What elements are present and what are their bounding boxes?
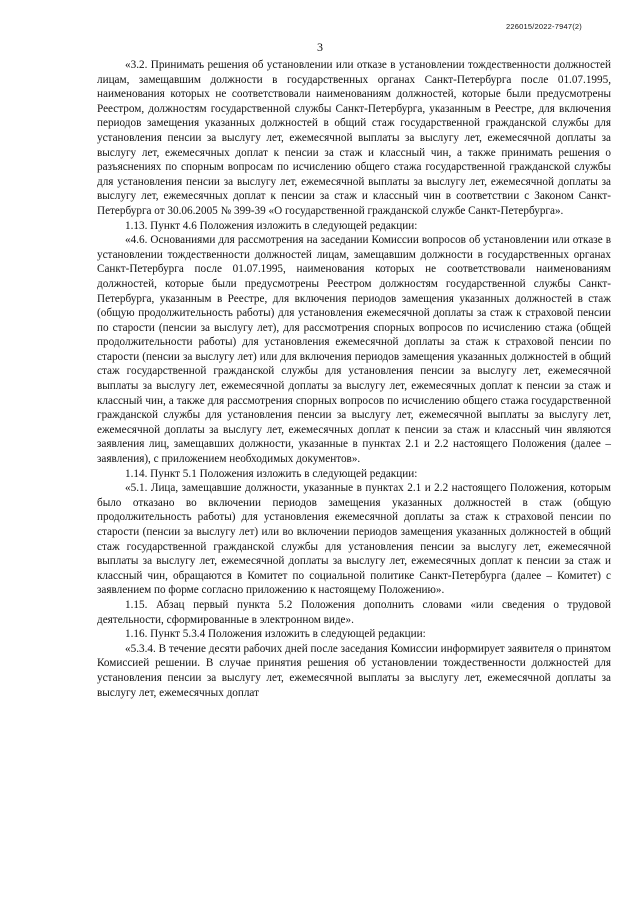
paragraph-5-1: «5.1. Лица, замещавшие должности, указанные в пунктах 2.1 и 2.2 настоящего Положения, которым было отказано во включении периодов замещения указанных должностей в стаж (общую продолжительность работы) для установления ежемесячной доплаты за стаж к страховой пенсии по старости (пенсии за выслугу лет) или во включении периодов замещения указанных должностей в общий стаж государственной гражданской службы для установления пенсии за выслугу лет, ежемесячной выплаты за выслугу лет, ежемесячной доплаты за выслугу лет, ежемесячных доплат к пенсии за стаж и классный чин, обращаются в Комитет по социальной политике Санкт-Петербурга (далее – Комитет) с заявлением по форме согласно приложению к настоящему Положению».	[97, 482, 611, 597]
paragraph-4-6: «4.6. Основаниями для рассмотрения на заседании Комиссии вопросов об установлении или отказе в установлении тождественности должностей лицам, замещавшим должности в государственных органах Санкт-Петербурга после 01.07.1995, наименования которых не соответствовали наименованиям должностей, которые были предусмотрены Реестром должностям государственной службы Санкт-Петербурга, указанным в Реестре, для включения периодов замещения указанных должностей в стаж (общую продолжительность работы) для установления ежемесячной доплаты за стаж к страховой пенсии по старости (пенсии за выслугу лет), для рассмотрения спорных вопросов по исчислению стажа (общей продолжительности работы) для установления ежемесячной доплаты за стаж к страховой пенсии по старости (пенсии за выслугу лет) или для включения периодов замещения указанных должностей в общий стаж государственной гражданской службы для установления пенсии за выслугу лет, ежемесячной выплаты за выслугу лет, ежемесячной доплаты за выслугу лет, ежемесячных доплат к пенсии за стаж и классный чин, а также для рассмотрения спорных вопросов по исчислению общего стажа государственной гражданской службы для установления пенсии за выслугу лет, ежемесячной выплаты за выслугу лет, ежемесячной доплаты за выслугу лет, ежемесячных доплат к пенсии за стаж и классный чин являются заявления лиц, замещавших должности, указанные в пунктах 2.1 и 2.2 настоящего Положения (далее – заявления), с приложением необходимых документов».	[97, 234, 611, 466]
document-body	[97, 58, 611, 700]
page-number: 3	[317, 40, 323, 54]
paragraph-1-14: 1.14. Пункт 5.1 Положения изложить в следующей редакции:	[125, 467, 418, 480]
paragraph-1-13: 1.13. Пункт 4.6 Положения изложить в следующей редакции:	[125, 219, 418, 232]
document-number: 226015/2022-7947(2)	[506, 22, 582, 31]
paragraph-1-15: 1.15. Абзац первый пункта 5.2 Положения дополнить словами «или сведения о трудовой деятельности, сформированные в электронном виде».	[97, 598, 611, 626]
paragraph-1-16: 1.16. Пункт 5.3.4 Положения изложить в следующей редакции:	[125, 628, 426, 641]
paragraph-3-2: «3.2. Принимать решения об установлении или отказе в установлении тождественности должностей лицам, замещавшим должности в государственных органах Санкт-Петербурга после 01.07.1995, наименования которых не соответствовали наименованиям должностей, которые были предусмотрены Реестром, должностям государственной службы Санкт-Петербурга, указанным в Реестре, для включения периодов замещения указанных должностей в общий стаж государственной гражданской службы для установления пенсии за выслугу лет, ежемесячной выплаты за выслугу лет, ежемесячной доплаты за выслугу лет, ежемесячных доплат к пенсии за стаж и классный чин, а также принимать решения о разъяснениях по спорным вопросам по исчислению общего стажа государственной гражданской службы для установления пенсии за выслугу лет, ежемесячной выплаты за выслугу лет, ежемесячной доплаты за выслугу лет, ежемесячных доплат к пенсии за стаж и классный чин в соответствии с Законом Санкт-Петербурга от 30.06.2005 № 399-39 «О государственной гражданской службе Санкт-Петербурга».	[97, 59, 611, 217]
paragraph-5-3-4: «5.3.4. В течение десяти рабочих дней после заседания Комиссии информирует заявителя о принятом Комиссией решении. В случае принятия решения об установлении тождественности должностей для установления пенсии за выслугу лет, ежемесячной выплаты за выслугу лет, ежемесячной доплаты за выслугу лет, ежемесячных доплат	[97, 642, 611, 699]
